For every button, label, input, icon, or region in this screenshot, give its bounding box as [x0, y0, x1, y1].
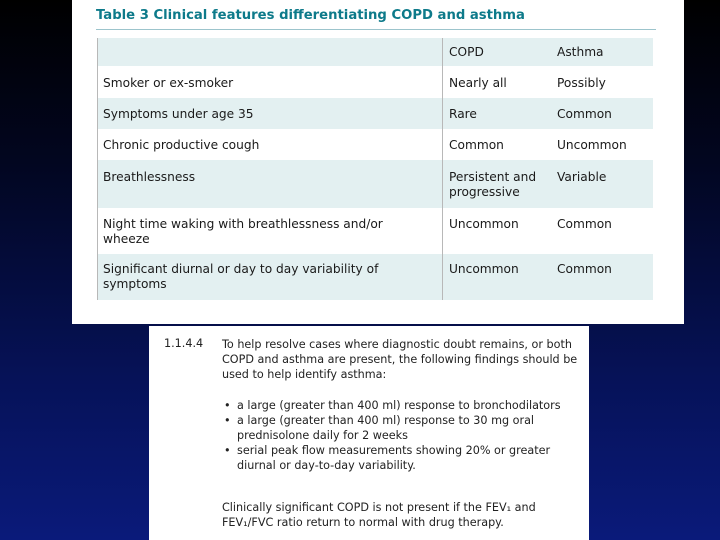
findings-list [222, 398, 582, 473]
table-left-border [97, 38, 98, 300]
table-row [97, 129, 653, 160]
table-column-divider [442, 38, 443, 300]
table-title: Table 3 Clinical features differentiating COPD and asthma [96, 8, 525, 23]
list-item-text: a large (greater than 400 ml) response to 30 mg oral prednisolone daily for 2 weeks [237, 414, 535, 442]
asthma-cell: Uncommon [557, 138, 627, 152]
copd-cell: Uncommon [449, 262, 519, 276]
feature-cell: Significant diurnal or day to day variability of symptoms [103, 262, 379, 291]
asthma-cell: Variable [557, 170, 607, 184]
asthma-cell: Common [557, 217, 612, 231]
asthma-cell: Common [557, 107, 612, 121]
table-header-row [97, 38, 653, 66]
guidance-panel [149, 326, 589, 540]
list-item [222, 443, 582, 473]
list-item [222, 398, 582, 413]
feature-cell: Breathlessness [103, 170, 196, 184]
feature-cell: Smoker or ex-smoker [103, 76, 234, 90]
copd-cell: Common [449, 138, 504, 152]
feature-cell: Night time waking with breathlessness and/or wheeze [103, 217, 383, 246]
table-row [97, 98, 653, 129]
feature-cell: Symptoms under age 35 [103, 107, 254, 121]
copd-cell: Uncommon [449, 217, 519, 231]
asthma-cell: Common [557, 262, 612, 276]
section-number: 1.1.4.4 [164, 337, 204, 350]
bullet-icon: • [224, 399, 231, 412]
copd-cell: Persistent and progressive [449, 170, 537, 199]
header-copd: COPD [449, 45, 484, 59]
table-row [97, 160, 653, 208]
title-divider [96, 29, 656, 30]
list-item-text: a large (greater than 400 ml) response to bronchodilators [237, 399, 561, 412]
table-row [97, 66, 653, 98]
guidance-conclusion: Clinically significant COPD is not present if the FEV₁ and FEV₁/FVC ratio return to normal with drug therapy. [222, 501, 536, 529]
list-item [222, 413, 582, 443]
feature-cell: Chronic productive cough [103, 138, 260, 152]
copd-cell: Nearly all [449, 76, 507, 90]
guidance-intro: To help resolve cases where diagnostic doubt remains, or both COPD and asthma are present, the following findings should be used to help identify asthma: [222, 338, 578, 381]
copd-cell: Rare [449, 107, 477, 121]
bullet-icon: • [224, 414, 231, 427]
bullet-icon: • [224, 444, 231, 457]
table-row [97, 254, 653, 300]
header-asthma: Asthma [557, 45, 604, 59]
list-item-text: serial peak flow measurements showing 20% or greater diurnal or day-to-day variability. [237, 444, 551, 472]
asthma-cell: Possibly [557, 76, 606, 90]
table-panel [72, 0, 684, 324]
table-row [97, 208, 653, 254]
